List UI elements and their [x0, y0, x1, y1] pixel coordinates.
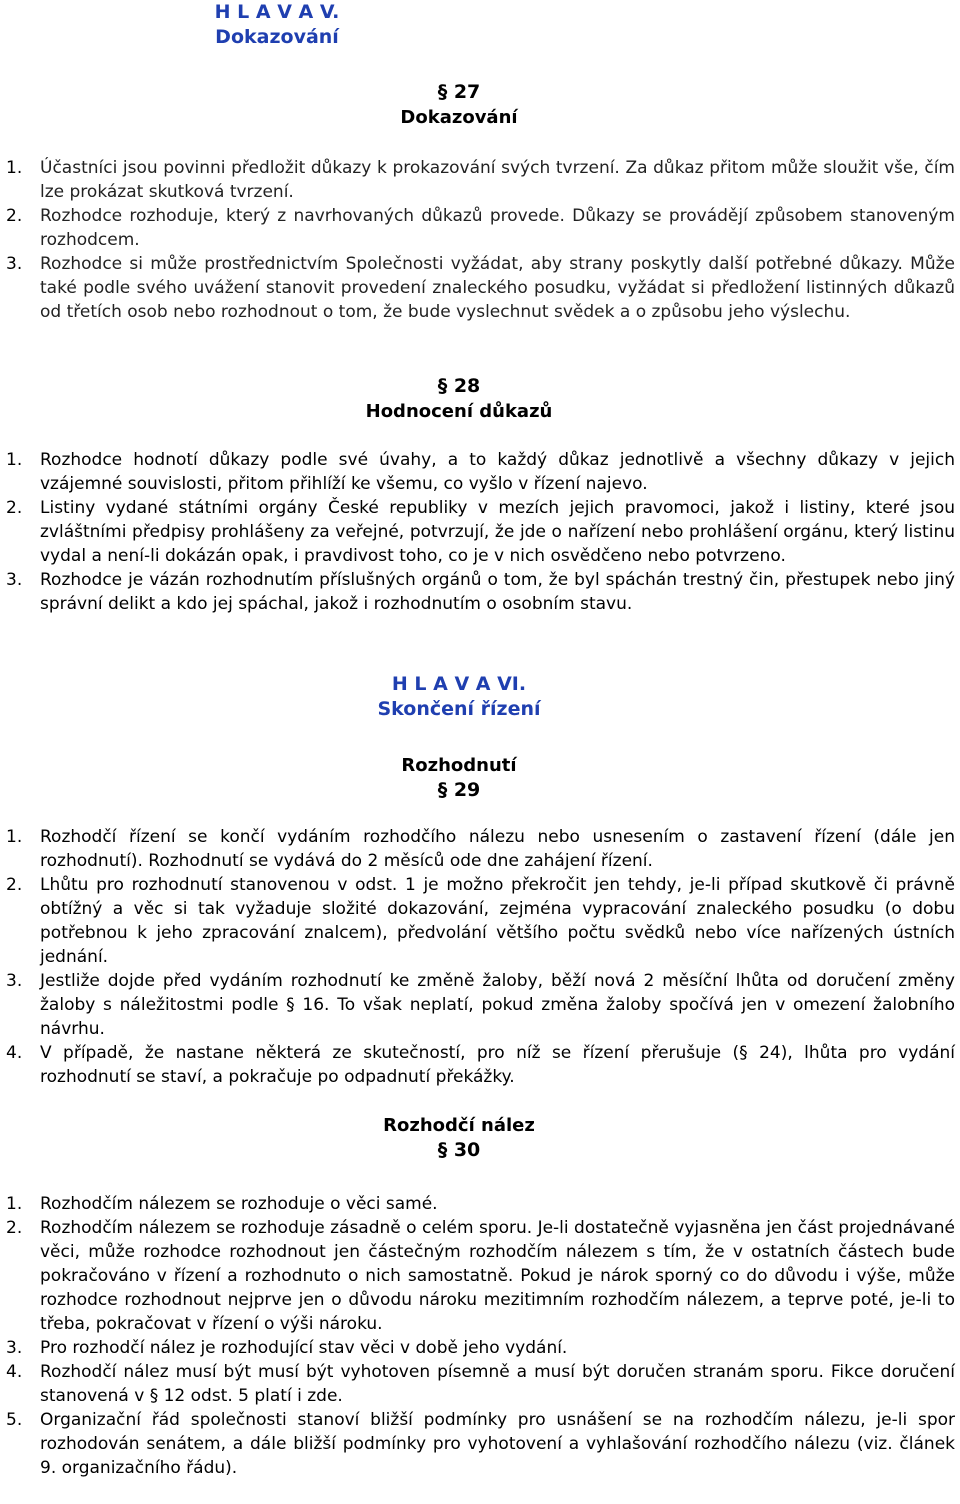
item-number: 3. [6, 1338, 23, 1358]
chapter-title: Skončení řízení [377, 698, 541, 720]
list-item [0, 873, 955, 969]
section-header-28 [0, 374, 918, 424]
section-27-list [0, 156, 955, 324]
item-number: 1. [6, 450, 23, 470]
item-number: 2. [6, 1218, 23, 1238]
list-item [0, 1336, 955, 1360]
section-29-list [0, 825, 955, 1089]
item-text: Rozhodce hodnotí důkazy podle své úvahy, a to každý důkaz jednotlivě a všechny důkazy v jejich vzájemné souvislosti, přitom přihlíží ke všemu, co vyšlo v řízení najevo. [40, 450, 955, 494]
list-item [0, 252, 955, 324]
item-number: 2. [6, 875, 23, 895]
section-header-27 [0, 80, 918, 130]
item-text: Rozhodčím nálezem se rozhoduje o věci samé. [40, 1194, 438, 1214]
item-text: Rozhodčí nález musí být musí být vyhotoven písemně a musí být doručen stranám sporu. Fikce doručení stanovená v § 12 odst. 5 platí i zde. [40, 1362, 955, 1406]
section-header-30 [0, 1113, 918, 1163]
item-number: 4. [6, 1362, 23, 1382]
item-number: 3. [6, 971, 23, 991]
chapter-number: H L A V A VI. [391, 673, 527, 695]
item-text: Rozhodce si může prostřednictvím Společnosti vyžádat, aby strany poskytly další potřebné důkazy. Může také podle svého uvážení stanovit provedení znaleckého posudku, vyžádat si předložení listinných důkazů od třetích osob nebo rozhodnout o tom, že bude vyslechnut svědek a o způsobu jeho výslechu. [40, 254, 955, 322]
list-item [0, 969, 955, 1041]
list-item [0, 1408, 955, 1480]
item-number: 3. [6, 254, 23, 274]
list-item [0, 448, 955, 496]
item-number: 1. [6, 158, 23, 178]
section-number: § 29 [437, 779, 481, 801]
section-title: Rozhodnutí [401, 755, 517, 776]
item-text: Rozhodce je vázán rozhodnutím příslušných orgánů o tom, že byl spáchán trestný čin, přestupek nebo jiný správní delikt a kdo jej spáchal, jakož i rozhodnutím o osobním stavu. [40, 570, 955, 614]
item-text: V případě, že nastane některá ze skutečností, pro níž se řízení přerušuje (§ 24), lhůta pro vydání rozhodnutí se staví, a pokračuje po odpadnutí překážky. [40, 1043, 955, 1087]
section-28-list [0, 448, 955, 616]
item-text: Rozhodce rozhoduje, který z navrhovaných důkazů provede. Důkazy se provádějí způsobem stanoveným rozhodcem. [40, 206, 955, 250]
item-number: 3. [6, 570, 23, 590]
section-title: Hodnocení důkazů [365, 401, 553, 422]
list-item [0, 1360, 955, 1408]
item-text: Rozhodčím nálezem se rozhoduje zásadně o celém sporu. Je-li dostatečně vyjasněna jen část projednávané věci, může rozhodce rozhodnout jen částečným rozhodčím nálezem s tím, že v ostatních částech bude pokračováno v řízení a rozhodnuto o nich samostatně. Pokud je nárok sporný co do důvodu i výše, může rozhodce rozhodnout nejprve jen o důvodu nároku mezitimním rozhodčím nálezem, a teprve poté, je-li to třeba, pokračovat v řízení o výši nároku. [40, 1218, 955, 1334]
section-title: Dokazování [400, 107, 518, 128]
item-number: 4. [6, 1043, 23, 1063]
item-number: 1. [6, 1194, 23, 1214]
list-item [0, 496, 955, 568]
item-text: Lhůtu pro rozhodnutí stanovenou v odst. 1 je možno překročit jen tehdy, je-li případ skutkově či právně obtížný a věc si tak vyžaduje složité dokazování, zejména vypracování znaleckého posudku (o dobu potřebnou k jeho zpracování znalcem), předvolání většího počtu svědků nebo více nařízených ústních jednání. [40, 875, 955, 967]
section-number: § 30 [437, 1139, 481, 1161]
item-text: Rozhodčí řízení se končí vydáním rozhodčího nálezu nebo usnesením o zastavení řízení (dále jen rozhodnutí). Rozhodnutí se vydává do 2 měsíců ode dne zahájení řízení. [40, 827, 955, 871]
item-text: Listiny vydané státními orgány České republiky v mezích jejich pravomoci, jakož i listiny, které jsou zvláštními předpisy prohlášeny za veřejné, potvrzují, že jde o nařízení nebo prohlášení orgánu, který listinu vydal a není-li dokázán opak, i pravdivost toho, co je v nich osvědčeno nebo potvrzeno. [40, 498, 955, 566]
list-item [0, 1216, 955, 1336]
section-number: § 28 [437, 375, 481, 397]
section-30-list [0, 1192, 955, 1480]
item-text: Pro rozhodčí nález je rozhodující stav věci v době jeho vydání. [40, 1338, 568, 1358]
item-number: 5. [6, 1410, 23, 1430]
section-header-29 [0, 753, 918, 803]
chapter-heading [0, 672, 918, 722]
section-number: § 27 [437, 81, 481, 103]
list-item [0, 156, 955, 204]
chapter-title: Dokazování [215, 26, 339, 48]
section-title: Rozhodčí nález [383, 1115, 535, 1136]
item-text: Organizační řád společnosti stanoví bližší podmínky pro usnášení se na rozhodčím nálezu, je-li spor rozhodován senátem, a dále bližší podmínky pro vyhotovení a vyhlašování rozhodčího nálezu (viz. článek 9. organizačního řádu). [40, 1410, 955, 1478]
chapter-number: H L A V A V. [214, 1, 340, 23]
item-number: 2. [6, 498, 23, 518]
list-item [0, 1192, 955, 1216]
chapter-heading [0, 0, 554, 50]
item-text: Jestliže dojde před vydáním rozhodnutí ke změně žaloby, běží nová 2 měsíční lhůta od doručení změny žaloby s náležitostmi podle § 16. To však neplatí, pokud změna žaloby spočívá jen v omezení žalobního návrhu. [40, 971, 955, 1039]
item-number: 1. [6, 827, 23, 847]
list-item [0, 204, 955, 252]
item-number: 2. [6, 206, 23, 226]
list-item [0, 1041, 955, 1089]
list-item [0, 568, 955, 616]
item-text: Účastníci jsou povinni předložit důkazy k prokazování svých tvrzení. Za důkaz přitom může sloužit vše, čím lze prokázat skutková tvrzení. [40, 158, 955, 202]
list-item [0, 825, 955, 873]
